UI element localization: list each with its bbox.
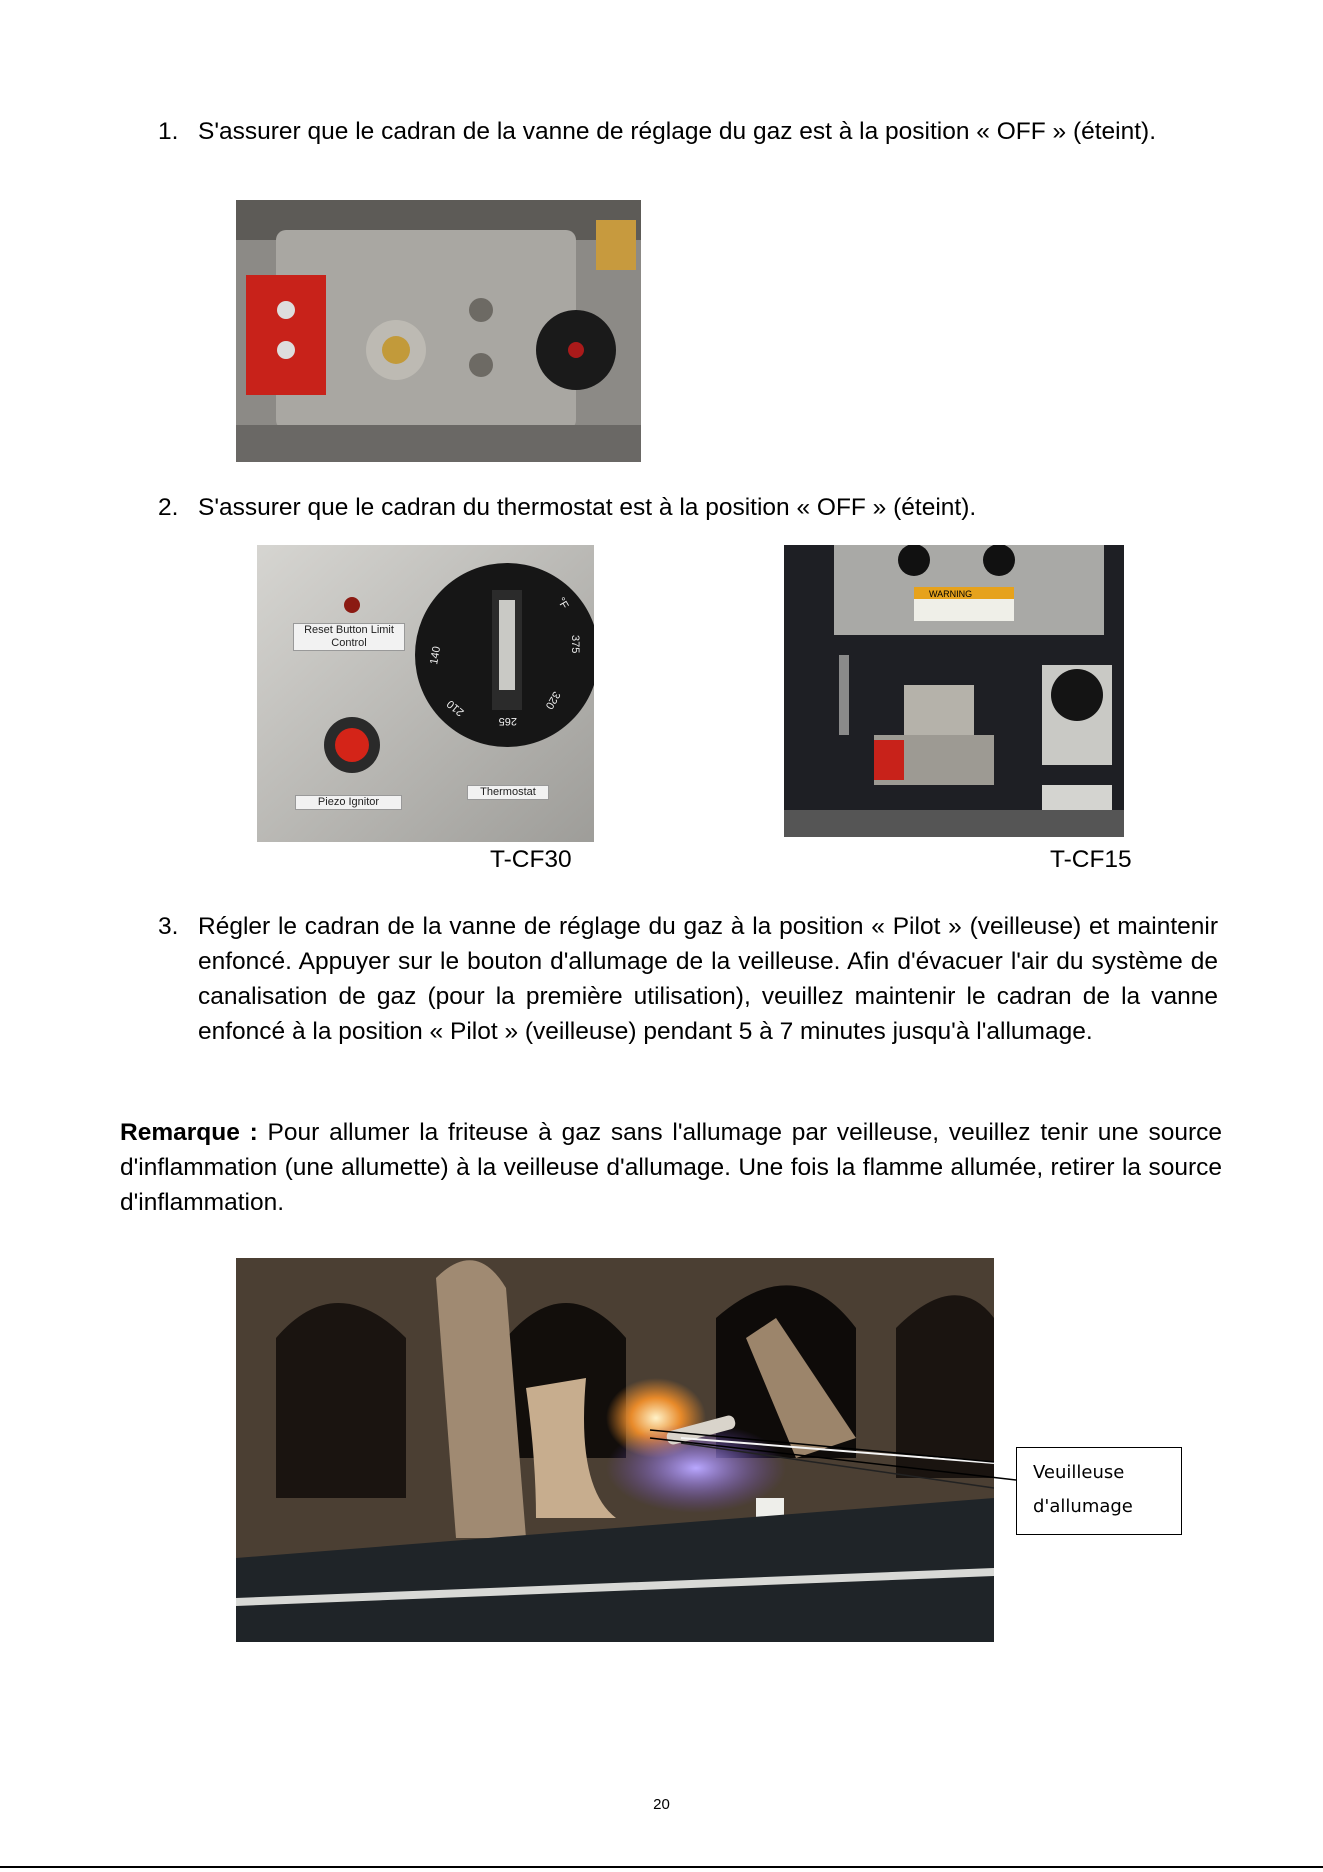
dial-tick-unit: °F [554, 595, 571, 612]
note-paragraph [120, 1115, 1222, 1220]
step-1-number: 1. [158, 118, 179, 145]
pilot-burner-photo [236, 1258, 994, 1642]
dial-tick-140: 140 [428, 645, 444, 666]
callout-line-1: Veuilleuse [1033, 1462, 1125, 1483]
gas-valve-photo [236, 200, 641, 462]
dial-tick-375: 375 [569, 635, 581, 654]
t-cf15-interior-illustration [784, 545, 1124, 837]
dial-tick-320: 320 [542, 689, 563, 712]
step-3-number: 3. [158, 913, 179, 940]
step-2-number: 2. [158, 494, 179, 521]
caption-t-cf30: T-CF30 [490, 846, 572, 873]
reset-button-label: Reset Button Limit Control [293, 623, 405, 651]
warning-label: WARNING [929, 589, 973, 599]
dial-tick-210: 210 [444, 697, 467, 719]
gas-valve-illustration [236, 200, 641, 462]
pilot-callout [1016, 1447, 1182, 1535]
step-2-text: S'assurer que le cadran du thermostat est à la position « OFF » (éteint). [198, 494, 977, 521]
dial-tick-265: 265 [498, 715, 517, 727]
step-3-text: Régler le cadran de la vanne de réglage du gaz à la position « Pilot » (veilleuse) et maintenir enfoncé. Appuyer sur le bouton d'allumage de la veilleuse. Afin d'évacuer l'air du système de canalisation de gaz (pour la première utilisation), veuillez maintenir le cadran de la vanne enfoncé à la position « Pilot » (veilleuse) pendant 5 à 7 minutes jusqu'à l'allumage. [198, 913, 1218, 1045]
thermostat-label: Thermostat [467, 785, 549, 800]
pilot-burner-illustration [236, 1258, 994, 1642]
caption-t-cf15: T-CF15 [1050, 846, 1132, 873]
callout-line-2: d'allumage [1033, 1496, 1133, 1517]
page-number: 20 [653, 1796, 670, 1813]
note-text: Pour allumer la friteuse à gaz sans l'allumage par veilleuse, veuillez tenir une source d'inflammation (une allumette) à la veilleuse d'allumage. Une fois la flamme allumée, retirer la source d'inflammation. [120, 1119, 1222, 1216]
thermostat-panel-photo [257, 545, 594, 842]
step-1-text: S'assurer que le cadran de la vanne de réglage du gaz est à la position « OFF » (éteint). [198, 118, 1157, 145]
footer-rule [0, 1866, 1323, 1868]
t-cf15-interior-photo [784, 545, 1124, 837]
note-label: Remarque : [120, 1119, 258, 1146]
piezo-ignitor-label: Piezo Ignitor [295, 795, 402, 810]
